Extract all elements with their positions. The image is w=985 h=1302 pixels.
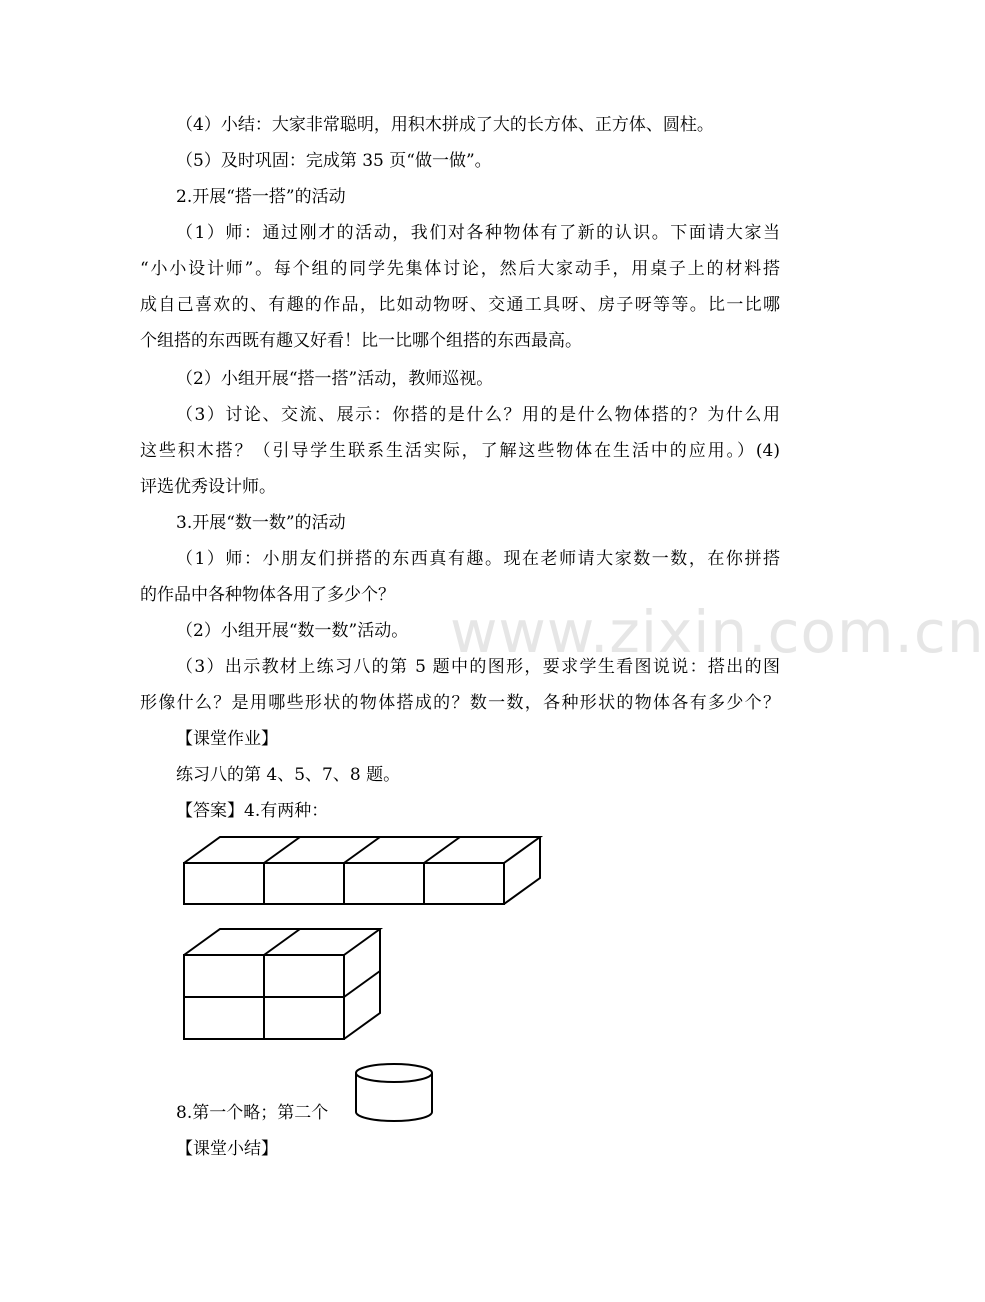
paragraph-3-line-3: 评选优秀设计师。 [140, 477, 276, 497]
class-summary-heading: 【课堂小结】 [176, 1139, 278, 1159]
question-3-line-2: 形像什么？是用哪些形状的物体搭成的？数一数，各种形状的物体各有多少个？ [140, 693, 780, 713]
paragraph-1-line-4: 个组搭的东西既有趣又好看！比一比哪个组搭的东西最高。 [140, 331, 582, 351]
answer-heading: 【答案】4.有两种： [176, 801, 329, 821]
cylinder-top-ellipse [356, 1064, 432, 1082]
consolidation-step-5: （5）及时巩固：完成第 35 页“做一做”。 [176, 151, 492, 171]
cylinder-bottom-curve [356, 1112, 432, 1121]
paragraph-2: （2）小组开展“搭一搭”活动，教师巡视。 [176, 369, 494, 389]
section-heading-2: 2.开展“搭一搭”的活动 [176, 187, 346, 207]
paragraph-1-line-3: 成自己喜欢的、有趣的作品，比如动物呀、交通工具呀、房子呀等等。比一比哪 [140, 295, 780, 315]
question-1-line-2: 的作品中各种物体各用了多少个？ [140, 585, 395, 605]
paragraph-1-line-1: （1）师：通过刚才的活动，我们对各种物体有了新的认识。下面请大家当 [176, 223, 780, 243]
classwork-text: 练习八的第 4、5、7、8 题。 [176, 765, 401, 785]
section-heading-3: 3.开展“数一数”的活动 [176, 513, 346, 533]
watermark: www.zixin.com.cn [450, 598, 985, 666]
paragraph-3-line-2: 这些积木搭？（引导学生联系生活实际，了解这些物体在生活中的应用。）(4) [140, 441, 780, 461]
answer-8-text: 8.第一个略；第二个 [176, 1103, 329, 1123]
question-3-line-1: （3）出示教材上练习八的第 5 题中的图形，要求学生看图说说：搭出的图 [176, 657, 780, 677]
summary-step-4: （4）小结：大家非常聪明，用积木拼成了大的长方体、正方体、圆柱。 [176, 115, 714, 135]
paragraph-1-line-2: “小小设计师”。每个组的同学先集体讨论，然后大家动手，用桌子上的材料搭 [140, 259, 780, 279]
paragraph-3-line-1: （3）讨论、交流、展示：你搭的是什么？用的是什么物体搭的？为什么用 [176, 405, 780, 425]
question-2: （2）小组开展“数一数”活动。 [176, 621, 409, 641]
question-1-line-1: （1）师：小朋友们拼搭的东西真有趣。现在老师请大家数一数，在你拼搭 [176, 549, 780, 569]
classwork-heading: 【课堂作业】 [176, 729, 278, 749]
